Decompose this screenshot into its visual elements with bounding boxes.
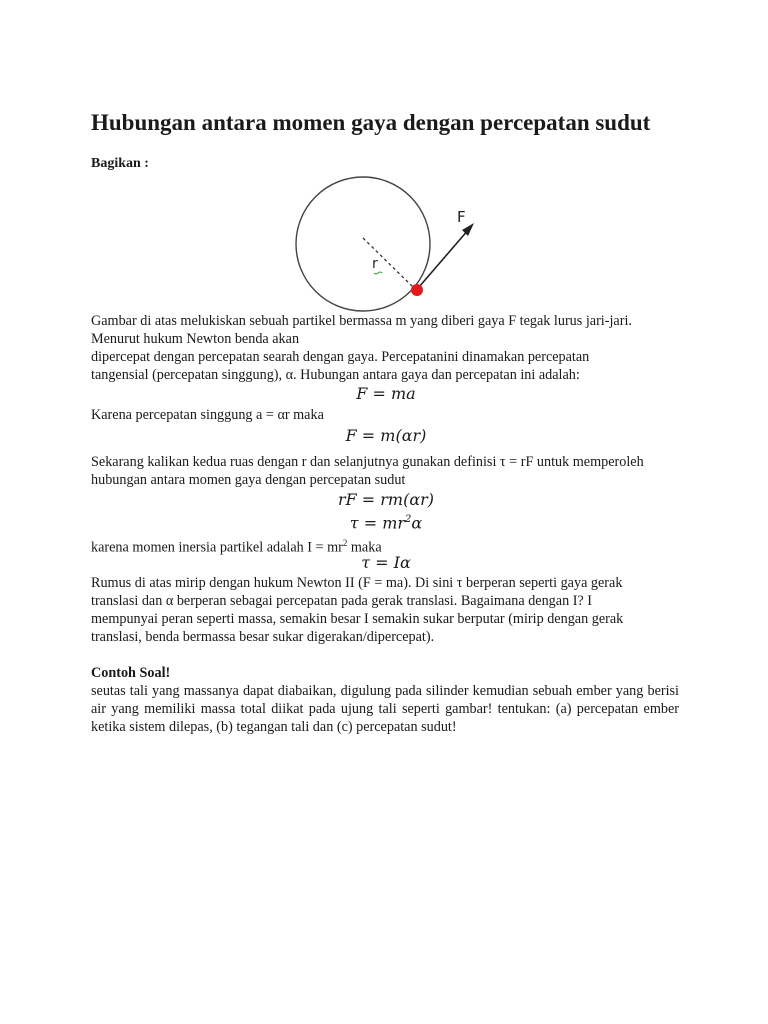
formula-f-m-alpha-r: F = m(αr) bbox=[345, 426, 427, 445]
intro-line-2: Menurut hukum Newton benda akan bbox=[91, 331, 300, 347]
inertia-exponent: 2 bbox=[342, 538, 348, 548]
radius-label: r bbox=[372, 256, 378, 272]
formula-tau-i-alpha: τ = Iα bbox=[361, 553, 411, 572]
particle bbox=[411, 284, 423, 296]
paragraph-intro bbox=[91, 312, 657, 384]
formula-tau-mr2-alpha bbox=[91, 510, 681, 533]
force-label: F bbox=[457, 208, 466, 226]
analogy-line-1: Rumus di atas mirip dengan hukum Newton II (F = ma). Di sini τ berperan seperti gaya gerak bbox=[91, 575, 623, 591]
multiply-line-2: hubungan antara momen gaya dengan percepatan sudut bbox=[91, 472, 406, 488]
analogy-line-4: translasi, benda bermassa besar sukar digerakan/dipercepat). bbox=[91, 629, 435, 645]
formula-tau-alpha: α bbox=[411, 513, 423, 533]
page-title: Hubungan antara momen gaya dengan percepatan sudut bbox=[91, 110, 651, 135]
analogy-line-2: translasi dan α berperan sebagai percepatan pada gerak translasi. Bagaimana dengan I? I bbox=[91, 593, 593, 609]
share-label: Bagikan : bbox=[91, 156, 149, 171]
formula-tau-exponent: 2 bbox=[405, 514, 412, 525]
multiply-line-1: Sekarang kalikan kedua ruas dengan r dan selanjutnya gunakan definisi τ = rF untuk memperoleh bbox=[91, 454, 644, 470]
inertia-text: karena momen inersia partikel adalah I = mr bbox=[91, 539, 343, 556]
formula-f-ma: F = ma bbox=[356, 384, 416, 403]
circle-force-diagram bbox=[283, 172, 493, 312]
analogy-line-3: mempunyai peran seperti massa, semakin besar I semakin sukar berputar (mirip dengan gerak bbox=[91, 611, 624, 627]
formula-rf: rF = rm(αr) bbox=[337, 490, 435, 509]
radius-line bbox=[363, 238, 415, 289]
paragraph-multiply bbox=[91, 453, 657, 489]
rotation-circle bbox=[296, 177, 430, 311]
intro-line-4: tangensial (percepatan singgung), α. Hubungan antara gaya dan percepatan ini adalah: bbox=[91, 367, 580, 383]
inertia-text-end: maka bbox=[347, 539, 382, 556]
force-vector bbox=[419, 229, 469, 287]
radius-squiggle bbox=[374, 272, 382, 274]
example-text: seutas tali yang massanya dapat diabaikan, digulung pada silinder kemudian sebuah ember yang berisi air yang memiliki massa total diikat pada ujung tali seperti gambar! tentukan: (a) percepatan ember ketika sistem dilepas, (b) tegangan tali dan (c) percepatan sudut! bbox=[91, 683, 679, 735]
paragraph-newton-analogy bbox=[91, 574, 657, 646]
formula-tau-base: τ = mr bbox=[349, 513, 406, 533]
paragraph-tangential: Karena percepatan singgung a = αr maka bbox=[91, 407, 324, 423]
example-heading: Contoh Soal! bbox=[91, 665, 171, 681]
intro-line-1: Gambar di atas melukiskan sebuah partikel bermassa m yang diberi gaya F tegak lurus jari-jari. bbox=[91, 313, 632, 329]
intro-line-3: dipercepat dengan percepatan searah dengan gaya. Percepatanini dinamakan percepatan bbox=[91, 349, 590, 365]
